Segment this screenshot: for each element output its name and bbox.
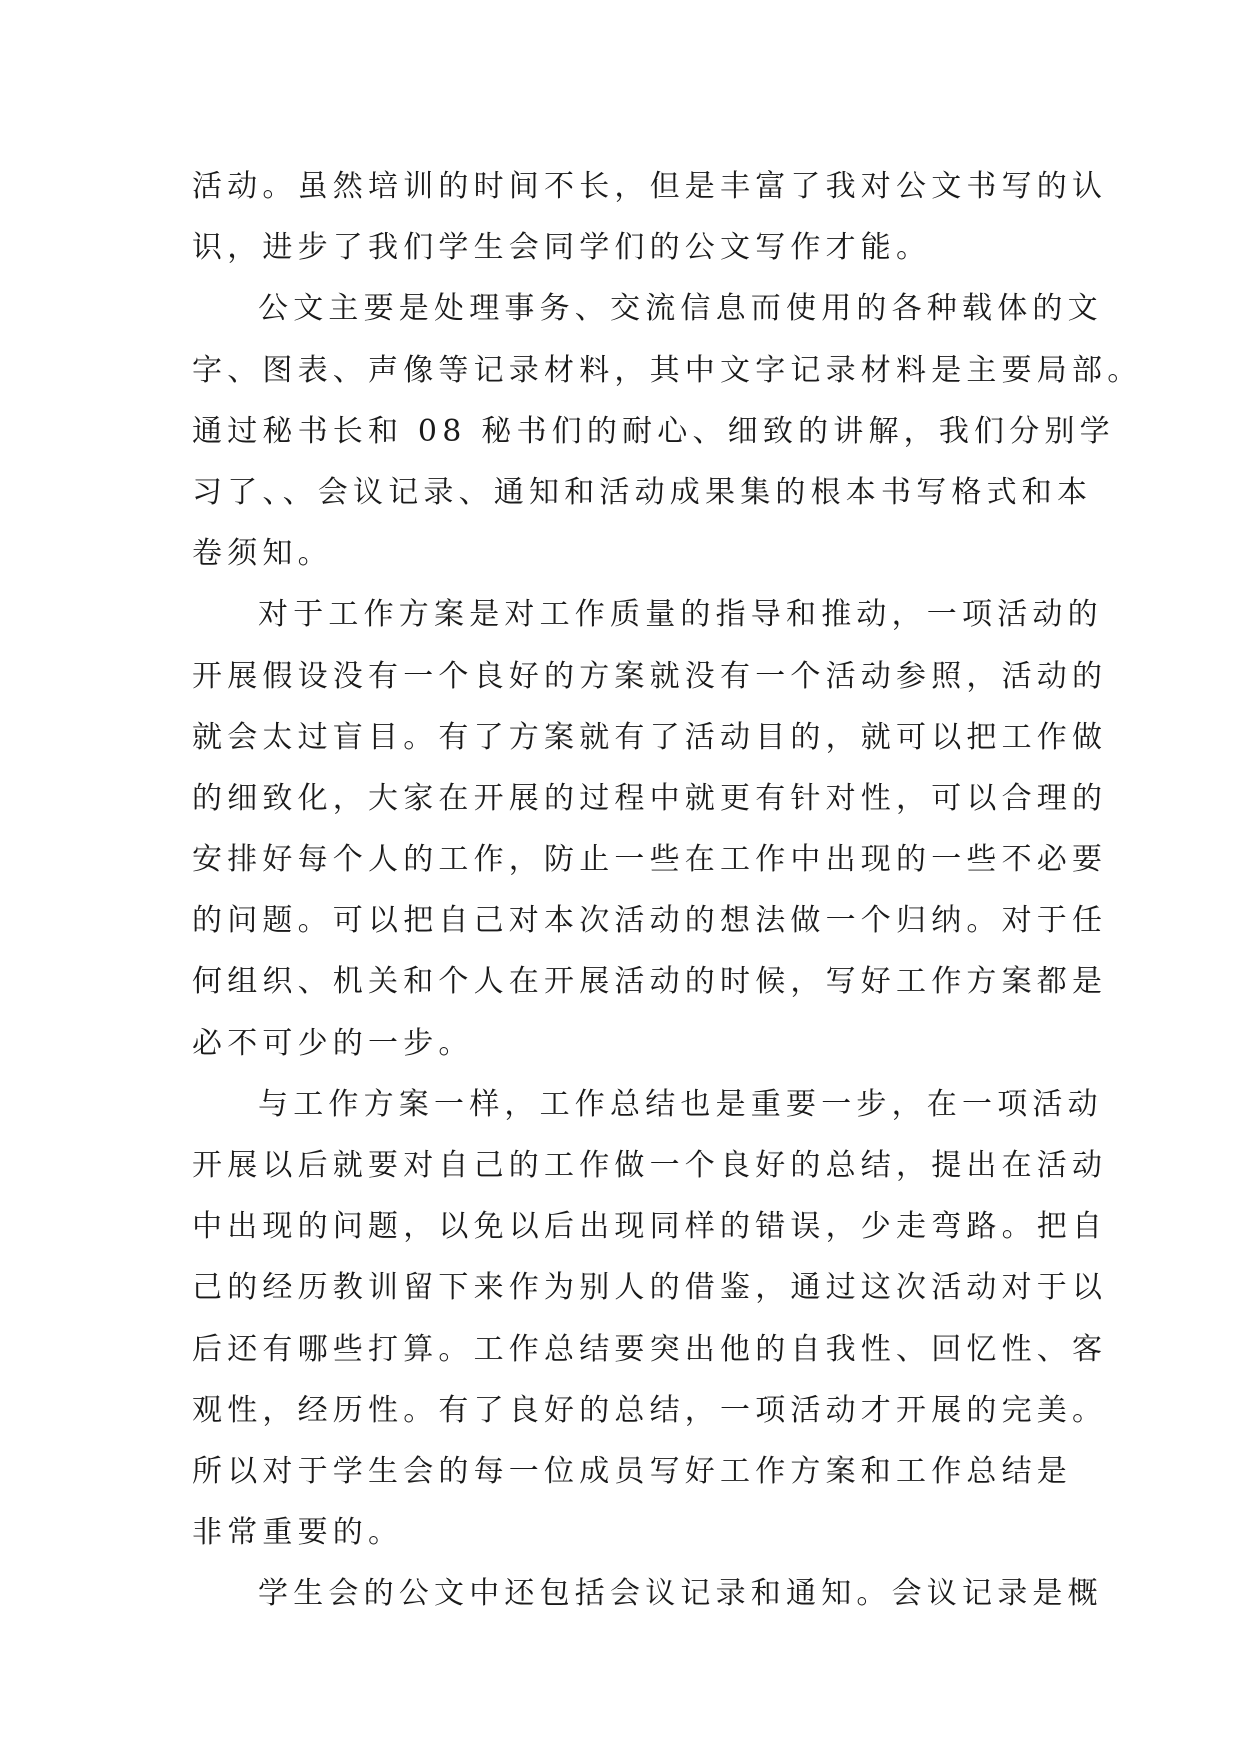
text-line: 观性，经历性。有了良好的总结，一项活动才开展的完美。	[192, 1392, 1108, 1428]
text-line: 后还有哪些打算。工作总结要突出他的自我性、回忆性、客	[192, 1331, 1108, 1367]
text-line: 己的经历教训留下来作为别人的借鉴，通过这次活动对于以	[192, 1270, 1108, 1306]
text-line: 字、图表、声像等记录材料，其中文字记录材料是主要局部。	[192, 352, 1143, 388]
text-line: 卷须知。	[192, 536, 333, 572]
text-line: 识，进步了我们学生会同学们的公文写作才能。	[192, 230, 932, 266]
text-line: 何组织、机关和个人在开展活动的时候，写好工作方案都是	[192, 964, 1108, 1000]
paragraph-start-line: 对于工作方案是对工作质量的指导和推动，一项活动的	[258, 597, 1103, 633]
text-line: 必不可少的一步。	[192, 1025, 474, 1061]
text-line: 安排好每个人的工作，防止一些在工作中出现的一些不必要	[192, 842, 1108, 878]
text-line: 的问题。可以把自己对本次活动的想法做一个归纳。对于任	[192, 903, 1108, 939]
text-line: 中出现的问题，以免以后出现同样的错误，少走弯路。把自	[192, 1209, 1108, 1245]
text-line: 活动。虽然培训的时间不长，但是丰富了我对公文书写的认	[192, 169, 1108, 204]
text-line: 通过秘书长和 08 秘书们的耐心、细致的讲解，我们分别学	[192, 413, 1115, 449]
text-line: 开展以后就要对自己的工作做一个良好的总结，提出在活动	[192, 1148, 1108, 1183]
document-body	[192, 156, 1143, 1625]
paragraph-start-line: 与工作方案一样，工作总结也是重要一步，在一项活动	[258, 1086, 1103, 1122]
paragraph-start-line: 学生会的公文中还包括会议记录和通知。会议记录是概	[258, 1576, 1103, 1612]
paragraph-start-line: 公文主要是处理事务、交流信息而使用的各种载体的文	[258, 291, 1103, 327]
text-line: 所以对于学生会的每一位成员写好工作方案和工作总结是	[192, 1453, 1072, 1489]
text-line: 非常重要的。	[192, 1515, 404, 1551]
text-line: 开展假设没有一个良好的方案就没有一个活动参照，活动的	[192, 658, 1108, 694]
text-line: 习了、、会议记录、通知和活动成果集的根本书写格式和本	[192, 474, 1093, 510]
text-line: 的细致化，大家在开展的过程中就更有针对性，可以合理的	[192, 780, 1108, 816]
text-line: 就会太过盲目。有了方案就有了活动目的，就可以把工作做	[192, 719, 1108, 755]
